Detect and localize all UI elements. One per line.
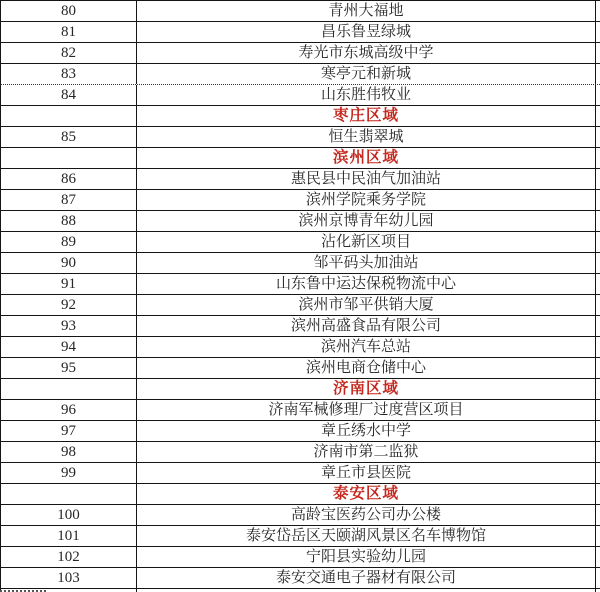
table-row bbox=[0, 505, 600, 526]
row-number-cell[interactable]: 89 bbox=[0, 232, 137, 252]
section-header-row bbox=[0, 379, 600, 400]
table-row bbox=[0, 526, 600, 547]
project-name-cell[interactable]: 昌乐鲁昱绿城 bbox=[137, 22, 596, 42]
table-row bbox=[0, 232, 600, 253]
row-number-cell[interactable]: 98 bbox=[0, 442, 137, 462]
table-row bbox=[0, 43, 600, 64]
table-row bbox=[0, 568, 600, 589]
row-number-cell[interactable]: 82 bbox=[0, 43, 137, 63]
right-margin-cell bbox=[596, 337, 600, 357]
right-margin-cell bbox=[596, 547, 600, 567]
project-name-cell[interactable]: 宁阳县实验幼儿园 bbox=[137, 547, 596, 567]
project-name-cell[interactable]: 章丘市县医院 bbox=[137, 463, 596, 483]
table-row bbox=[0, 22, 600, 43]
row-number-cell[interactable]: 80 bbox=[0, 1, 137, 21]
table-row bbox=[0, 337, 600, 358]
project-name-cell[interactable]: 滨州学院乘务学院 bbox=[137, 190, 596, 210]
row-number-cell[interactable]: 88 bbox=[0, 211, 137, 231]
right-margin-cell bbox=[596, 358, 600, 378]
table-row bbox=[0, 316, 600, 337]
row-number-cell[interactable] bbox=[0, 484, 137, 504]
table-row bbox=[0, 211, 600, 232]
table-row bbox=[0, 295, 600, 316]
project-name-cell[interactable]: 山东胜伟牧业 bbox=[137, 85, 596, 105]
right-margin-cell bbox=[596, 85, 600, 105]
project-name-cell[interactable]: 山东鲁中运达保税物流中心 bbox=[137, 274, 596, 294]
project-name-cell[interactable]: 滨州汽车总站 bbox=[137, 337, 596, 357]
table-row bbox=[0, 358, 600, 379]
right-margin-cell bbox=[596, 64, 600, 84]
table-row bbox=[0, 274, 600, 295]
right-margin-cell bbox=[596, 526, 600, 546]
row-number-cell[interactable]: 94 bbox=[0, 337, 137, 357]
row-number-cell[interactable]: 93 bbox=[0, 316, 137, 336]
table-row bbox=[0, 442, 600, 463]
table-row bbox=[0, 85, 600, 106]
row-number-cell[interactable] bbox=[0, 379, 137, 399]
row-number-cell[interactable]: 100 bbox=[0, 505, 137, 525]
row-number-cell[interactable]: 86 bbox=[0, 169, 137, 189]
row-number-cell[interactable]: 102 bbox=[0, 547, 137, 567]
project-name-cell[interactable]: 滨州高盛食品有限公司 bbox=[137, 316, 596, 336]
right-margin-cell bbox=[596, 421, 600, 441]
right-margin-cell bbox=[596, 22, 600, 42]
right-margin-cell bbox=[596, 106, 600, 126]
right-margin-cell bbox=[596, 43, 600, 63]
right-margin-cell bbox=[596, 568, 600, 588]
right-margin-cell bbox=[596, 127, 600, 147]
right-margin-cell bbox=[596, 148, 600, 168]
project-name-cell[interactable]: 惠民县中民油气加油站 bbox=[137, 169, 596, 189]
right-margin-cell bbox=[596, 1, 600, 21]
project-name-cell[interactable]: 滨州电商仓储中心 bbox=[137, 358, 596, 378]
right-margin-cell bbox=[596, 379, 600, 399]
project-name-cell[interactable]: 济南军械修理厂过度营区项目 bbox=[137, 400, 596, 420]
right-margin-cell bbox=[596, 316, 600, 336]
row-number-cell[interactable]: 91 bbox=[0, 274, 137, 294]
project-name-cell[interactable]: 高龄宝医药公司办公楼 bbox=[137, 505, 596, 525]
section-title-cell[interactable]: 枣庄区域 bbox=[137, 106, 596, 126]
table-row bbox=[0, 547, 600, 568]
project-name-cell[interactable]: 滨州市邹平供销大厦 bbox=[137, 295, 596, 315]
table-row bbox=[0, 463, 600, 484]
project-name-cell[interactable]: 沾化新区项目 bbox=[137, 232, 596, 252]
row-number-cell[interactable]: 84 bbox=[0, 85, 137, 105]
row-number-cell[interactable]: 97 bbox=[0, 421, 137, 441]
project-name-cell[interactable]: 滨州京博青年幼儿园 bbox=[137, 211, 596, 231]
right-margin-cell bbox=[596, 169, 600, 189]
row-number-cell[interactable]: 99 bbox=[0, 463, 137, 483]
table-row bbox=[0, 64, 600, 85]
section-header-row bbox=[0, 106, 600, 127]
section-header-row bbox=[0, 484, 600, 505]
right-margin-cell bbox=[596, 190, 600, 210]
row-number-cell[interactable] bbox=[0, 106, 137, 126]
right-margin-cell bbox=[596, 442, 600, 462]
right-margin-cell bbox=[596, 400, 600, 420]
table-row bbox=[0, 169, 600, 190]
right-margin-cell bbox=[596, 295, 600, 315]
right-margin-cell bbox=[596, 211, 600, 231]
row-number-cell[interactable] bbox=[0, 148, 137, 168]
table-row bbox=[0, 190, 600, 211]
row-number-cell[interactable]: 90 bbox=[0, 253, 137, 273]
row-number-cell[interactable]: 103 bbox=[0, 568, 137, 588]
row-number-cell[interactable]: 87 bbox=[0, 190, 137, 210]
row-number-cell[interactable]: 101 bbox=[0, 526, 137, 546]
project-name-cell[interactable]: 寒亭元和新城 bbox=[137, 64, 596, 84]
row-number-cell[interactable]: 95 bbox=[0, 358, 137, 378]
section-header-row bbox=[0, 148, 600, 169]
table-row bbox=[0, 421, 600, 442]
table-row bbox=[0, 400, 600, 421]
section-title-cell[interactable]: 济南区域 bbox=[137, 379, 596, 399]
table-row bbox=[0, 253, 600, 274]
section-title-cell[interactable]: 滨州区域 bbox=[137, 148, 596, 168]
row-number-cell[interactable]: 96 bbox=[0, 400, 137, 420]
right-margin-cell bbox=[596, 253, 600, 273]
project-name-cell[interactable]: 济南市第二监狱 bbox=[137, 442, 596, 462]
right-margin-cell bbox=[596, 505, 600, 525]
project-name-cell[interactable]: 青州大福地 bbox=[137, 1, 596, 21]
right-margin-cell bbox=[596, 232, 600, 252]
section-title-cell[interactable]: 泰安区域 bbox=[137, 484, 596, 504]
right-margin-cell bbox=[596, 463, 600, 483]
project-name-cell[interactable]: 泰安岱岳区天颐湖风景区名车博物馆 bbox=[137, 526, 596, 546]
project-name-cell[interactable]: 恒生翡翠城 bbox=[137, 127, 596, 147]
row-number-cell[interactable]: 83 bbox=[0, 64, 137, 84]
row-number-cell[interactable]: 81 bbox=[0, 22, 137, 42]
project-name-cell[interactable]: 章丘绣水中学 bbox=[137, 421, 596, 441]
project-name-cell[interactable]: 寿光市东城高级中学 bbox=[137, 43, 596, 63]
row-number-cell[interactable]: 92 bbox=[0, 295, 137, 315]
row-number-cell[interactable]: 85 bbox=[0, 127, 137, 147]
table-row bbox=[0, 127, 600, 148]
right-margin-cell bbox=[596, 274, 600, 294]
project-name-cell[interactable]: 邹平码头加油站 bbox=[137, 253, 596, 273]
project-name-cell[interactable]: 泰安交通电子器材有限公司 bbox=[137, 568, 596, 588]
table-row bbox=[0, 0, 600, 22]
right-margin-cell bbox=[596, 484, 600, 504]
